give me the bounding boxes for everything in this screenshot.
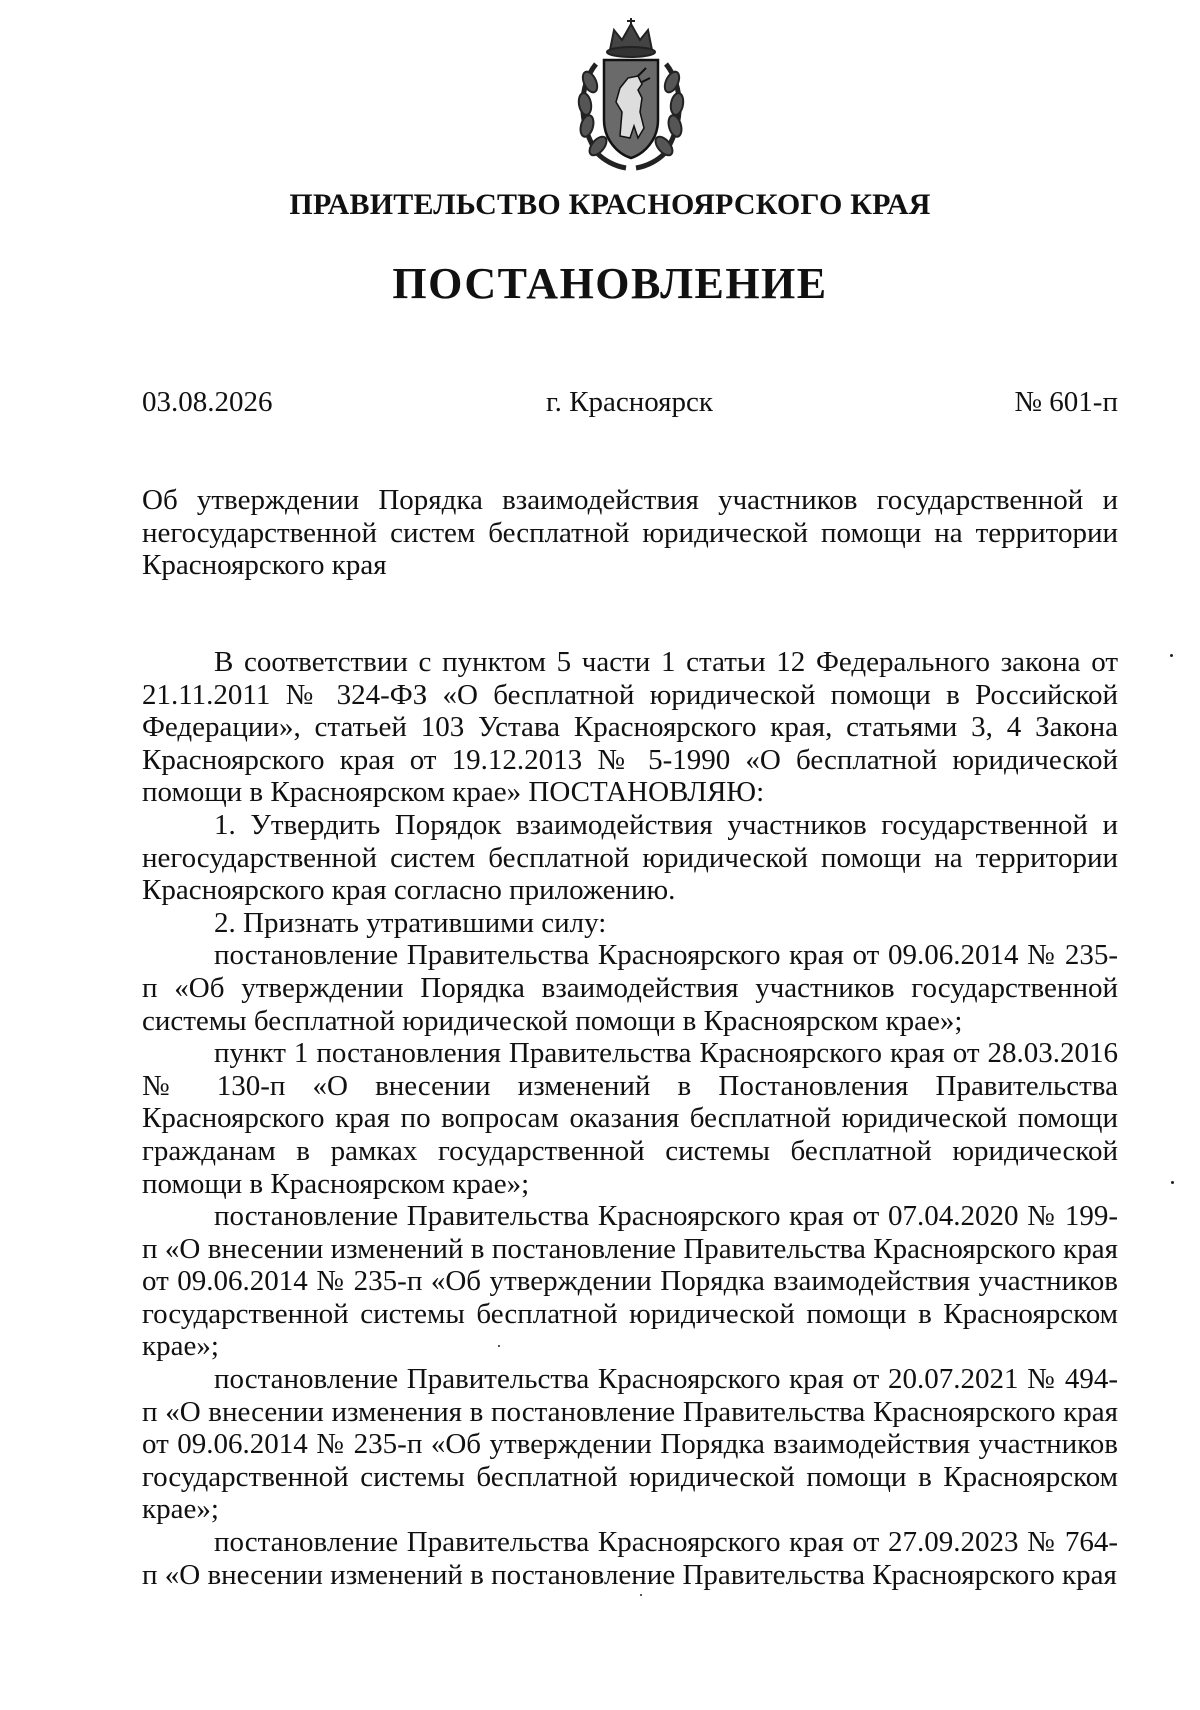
scan-speck xyxy=(1170,654,1173,657)
paragraph-item-2: 2. Признать утратившими силу: xyxy=(214,906,607,939)
krasnoyarsk-coat-of-arms-icon xyxy=(568,16,694,174)
scan-speck xyxy=(1171,1181,1174,1184)
document-title: Об утверждении Порядка взаимодействия участников государственной и негосударственной систем бесплатной юридической помощи на территории Красноярского края xyxy=(142,484,1118,582)
paragraph-repealed-5: постановление Правительства Красноярского края от 27.09.2023 № 764-п «О внесении изменений в постановление Правительства Красноярского края xyxy=(142,1526,1118,1591)
document-meta-row xyxy=(142,386,1118,419)
document-body xyxy=(142,646,1118,1591)
organization-name: ПРАВИТЕЛЬСТВО КРАСНОЯРСКОГО КРАЯ xyxy=(289,188,931,221)
paragraph-repealed-4: постановление Правительства Красноярского края от 20.07.2021 № 494-п «О внесении изменения в постановление Правительства Красноярского края от 09.06.2014 № 235-п «Об утверждении Порядка взаимодействия участников государственной системы бесплатной юридической помощи в Красноярском крае»; xyxy=(142,1363,1118,1526)
paragraph-preamble: В соответствии с пунктом 5 части 1 статьи 12 Федерального закона от 21.11.2011 № 324-ФЗ «О бесплатной юридической помощи в Российской Федерации», статьей 103 Устава Красноярского края, статьями 3, 4 Закона Красноярского края от 19.12.2013 № 5-1990 «О бесплатной юридической помощи в Красноярском крае» ПОСТАНОВЛЯЮ: xyxy=(142,646,1118,809)
document-number: № 601-п xyxy=(1014,386,1118,418)
document-date: 03.08.2026 xyxy=(142,386,273,418)
document-city: г. Красноярск xyxy=(546,386,713,418)
paragraph-repealed-3: постановление Правительства Красноярского края от 07.04.2020 № 199-п «О внесении изменений в постановление Правительства Красноярского края от 09.06.2014 № 235-п «Об утверждении Порядка взаимодействия участников государственной системы бесплатной юридической помощи в Красноярском крае»; xyxy=(142,1200,1118,1363)
scan-speck xyxy=(498,1345,500,1347)
paragraph-item-1: 1. Утвердить Порядок взаимодействия участников государственной и негосударственной систем бесплатной юридической помощи на территории Красноярского края согласно приложению. xyxy=(142,808,1118,907)
scan-speck xyxy=(640,1594,642,1596)
paragraph-repealed-2: пункт 1 постановления Правительства Красноярского края от 28.03.2016 № 130-п «О внесении изменений в Постановления Правительства Красноярского края по вопросам оказания бесплатной юридической помощи гражданам в рамках государственной системы бесплатной юридической помощи в Красноярском крае»; xyxy=(142,1037,1118,1200)
document-type: ПОСТАНОВЛЕНИЕ xyxy=(392,259,828,308)
paragraph-repealed-1: постановление Правительства Красноярского края от 09.06.2014 № 235-п «Об утверждении Порядка взаимодействия участников государственной системы бесплатной юридической помощи в Красноярском крае»; xyxy=(142,939,1118,1037)
